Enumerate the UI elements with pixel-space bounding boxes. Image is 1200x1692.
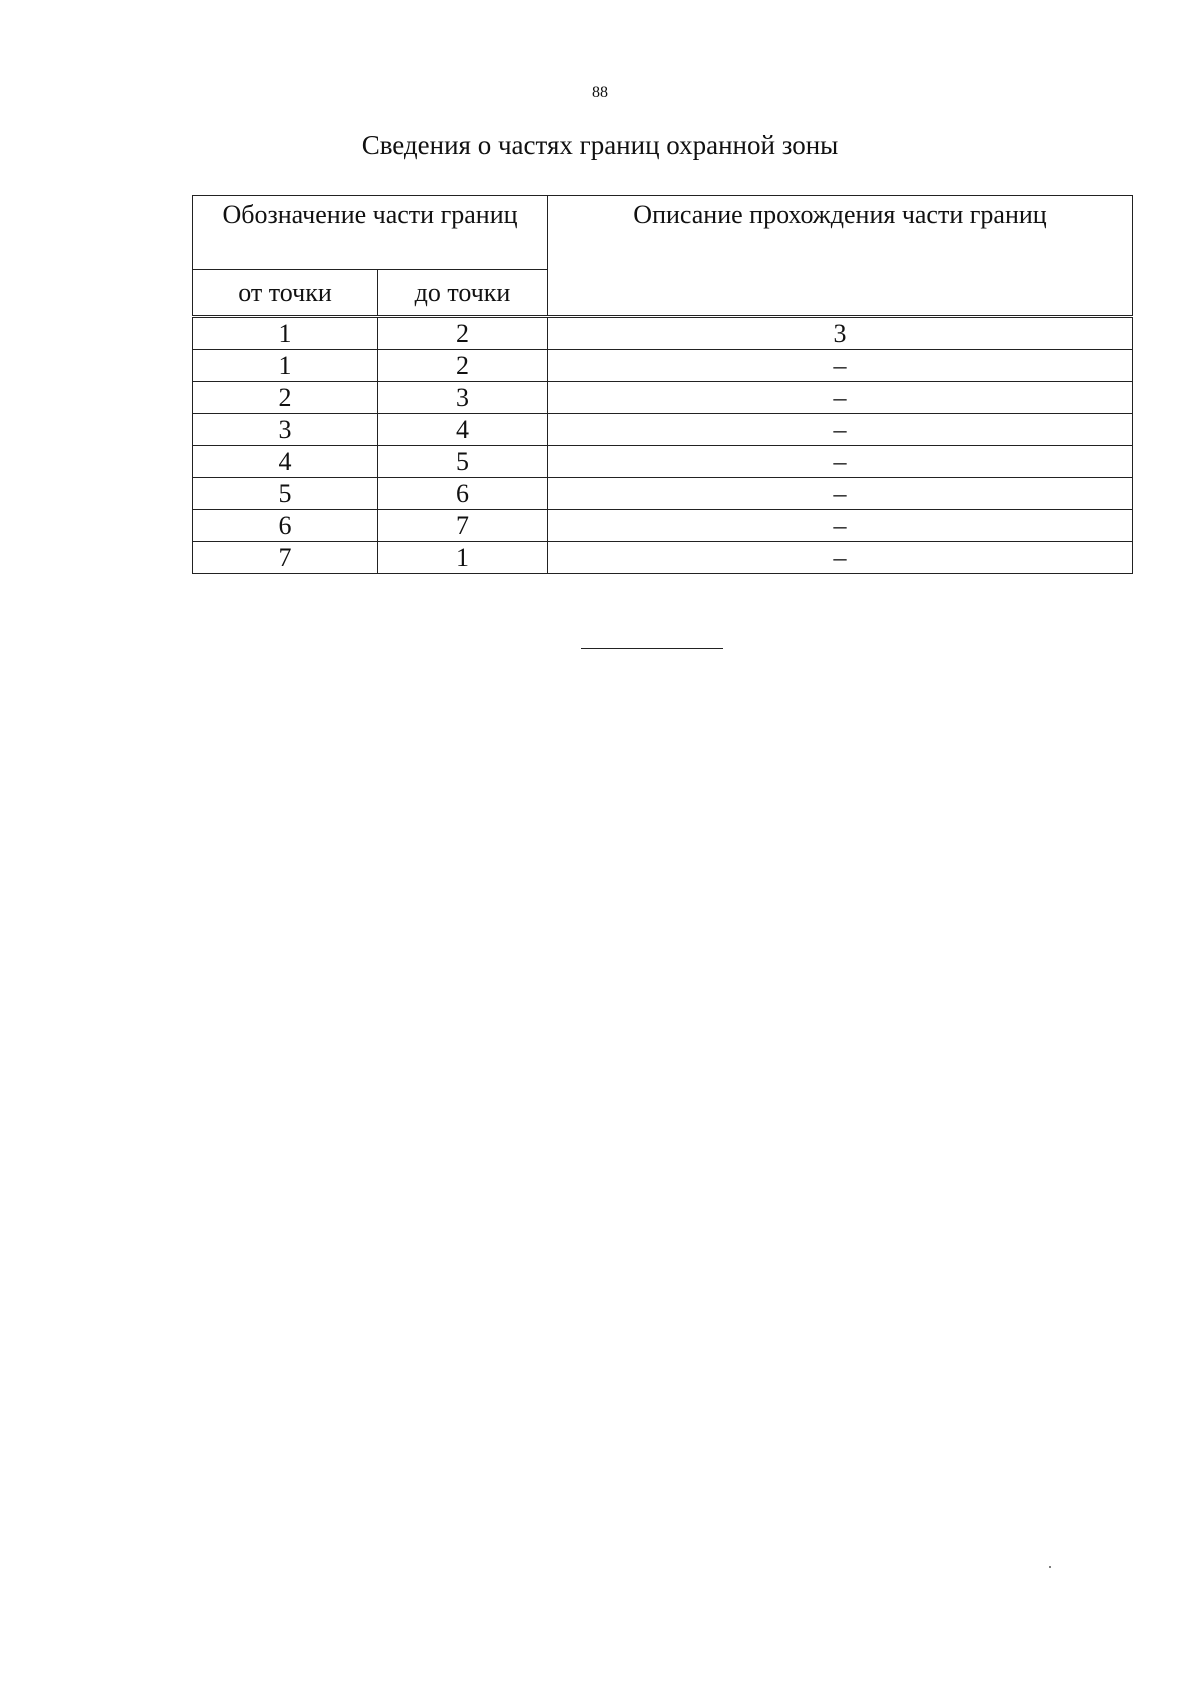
table-row	[193, 382, 1133, 414]
description-cell: –	[548, 382, 1133, 414]
table-header-row	[193, 196, 1133, 270]
from-point-cell: 3	[193, 414, 378, 446]
table-row	[193, 478, 1133, 510]
page-number: 88	[592, 84, 608, 101]
to-point-cell: 6	[378, 478, 548, 510]
to-point-cell: 4	[378, 414, 548, 446]
to-point-cell: 5	[378, 446, 548, 478]
scan-speck	[1049, 1566, 1051, 1568]
column-index-cell: 1	[193, 317, 378, 350]
table-row	[193, 446, 1133, 478]
from-point-cell: 5	[193, 478, 378, 510]
description-cell: –	[548, 350, 1133, 382]
header-boundary-part-description: Описание прохождения части границ	[548, 196, 1133, 317]
from-point-cell: 2	[193, 382, 378, 414]
header-to-point: до точки	[378, 270, 548, 317]
column-index-cell: 2	[378, 317, 548, 350]
boundary-parts-table	[192, 195, 1133, 574]
header-from-point: от точки	[193, 270, 378, 317]
from-point-cell: 7	[193, 542, 378, 574]
end-of-document-rule	[581, 648, 723, 649]
description-cell: –	[548, 510, 1133, 542]
table-row	[193, 542, 1133, 574]
description-cell: –	[548, 446, 1133, 478]
to-point-cell: 1	[378, 542, 548, 574]
header-boundary-part-designation: Обозначение части границ	[193, 196, 548, 270]
table-row	[193, 510, 1133, 542]
column-index-row	[193, 317, 1133, 350]
to-point-cell: 7	[378, 510, 548, 542]
from-point-cell: 1	[193, 350, 378, 382]
description-cell: –	[548, 478, 1133, 510]
document-title: Сведения о частях границ охранной зоны	[361, 130, 839, 160]
description-cell: –	[548, 542, 1133, 574]
table-row	[193, 414, 1133, 446]
description-cell: –	[548, 414, 1133, 446]
from-point-cell: 4	[193, 446, 378, 478]
from-point-cell: 6	[193, 510, 378, 542]
table-row	[193, 350, 1133, 382]
column-index-cell: 3	[548, 317, 1133, 350]
to-point-cell: 3	[378, 382, 548, 414]
to-point-cell: 2	[378, 350, 548, 382]
